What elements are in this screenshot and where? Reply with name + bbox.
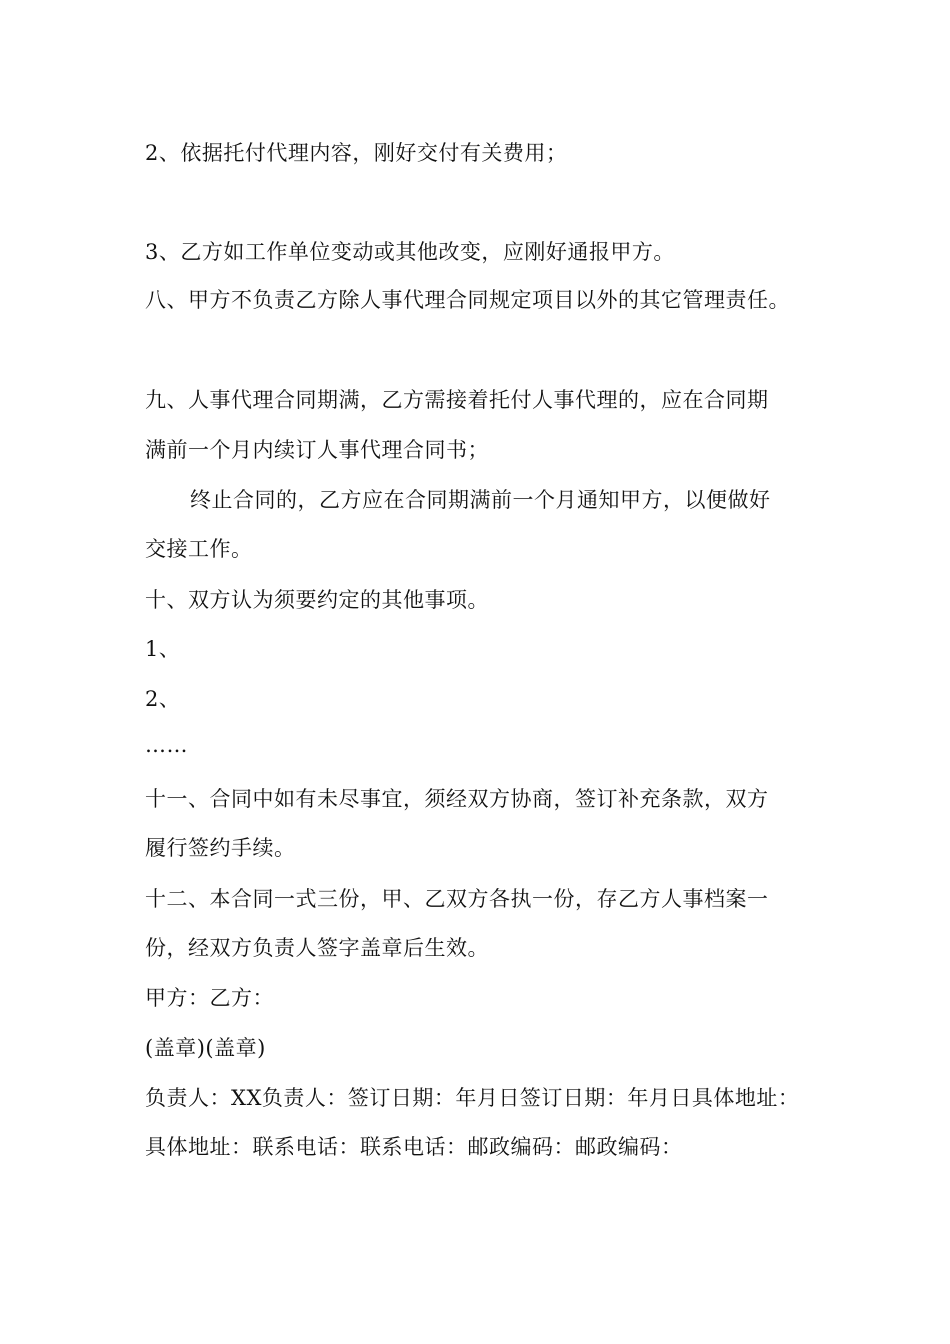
clause-9-termination-line-2: 交接工作。 [145,537,253,561]
clause-9-line-2: 满前一个月内续订人事代理合同书； [145,438,489,462]
clause-8: 八、甲方不负责乙方除人事代理合同规定项目以外的其它管理责任。 [145,288,790,312]
clause-10: 十、双方认为须要约定的其他事项。 [145,588,489,612]
seal-line: (盖章)(盖章) [145,1036,266,1060]
signatory-line-2: 具体地址：联系电话：联系电话：邮政编码：邮政编码： [145,1135,683,1159]
clause-10-item-1: 1、 [145,637,181,661]
clause-10-item-2: 2、 [145,687,181,711]
clause-7-item-2: 2、依据托付代理内容，刚好交付有关费用； [145,141,568,165]
clause-7-item-3: 3、乙方如工作单位变动或其他改变，应刚好通报甲方。 [145,240,675,264]
clause-12-line-1: 十二、本合同一式三份，甲、乙双方各执一份，存乙方人事档案一 [145,887,769,911]
clause-12-line-2: 份，经双方负责人签字盖章后生效。 [145,936,489,960]
signatory-line-1: 负责人：XX负责人：签订日期：年月日签订日期：年月日具体地址： [145,1086,800,1110]
clause-9-line-1: 九、人事代理合同期满，乙方需接着托付人事代理的，应在合同期 [145,388,769,412]
ellipsis: …… [145,733,188,757]
clause-9-termination-line-1: 终止合同的，乙方应在合同期满前一个月通知甲方，以便做好 [190,488,771,512]
clause-11-line-1: 十一、合同中如有未尽事宜，须经双方协商，签订补充条款，双方 [145,787,769,811]
clause-11-line-2: 履行签约手续。 [145,836,296,860]
parties-line: 甲方：乙方： [145,986,274,1010]
